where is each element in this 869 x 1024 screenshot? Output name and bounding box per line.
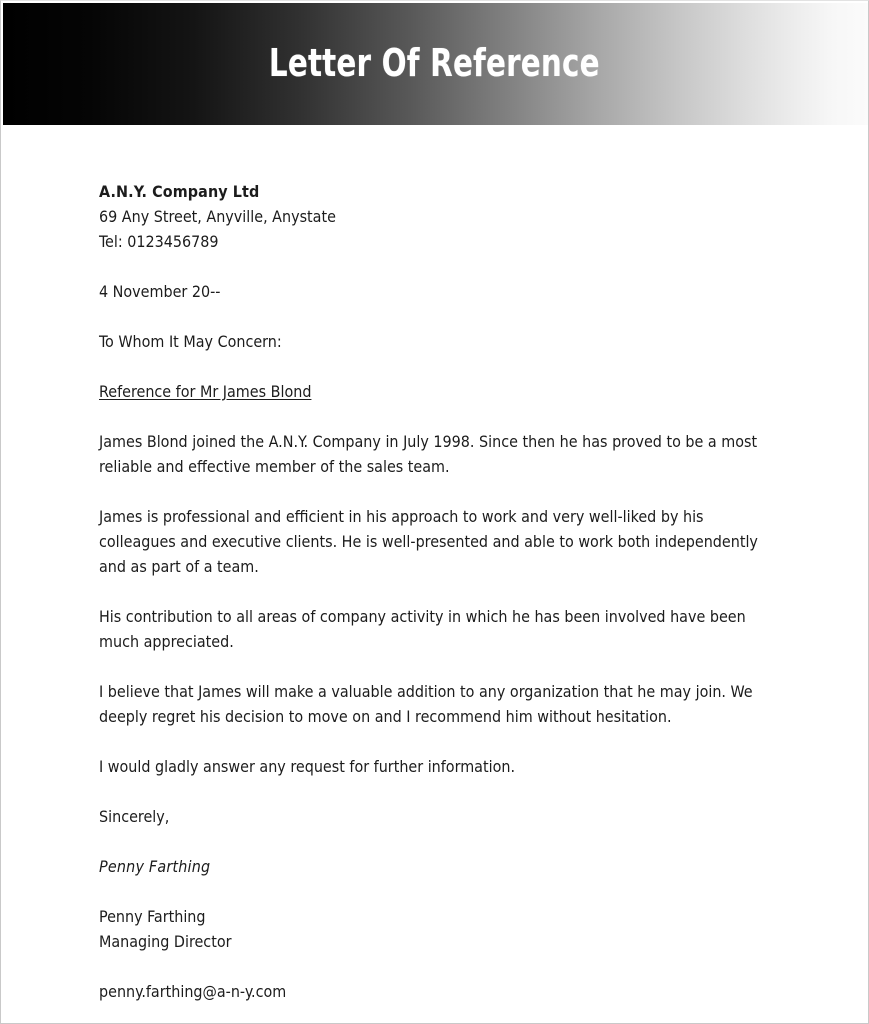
page-title: Letter Of Reference bbox=[269, 41, 600, 85]
letter-closing: Sincerely, bbox=[99, 807, 170, 826]
letter-paragraph-2: James is professional and efficient in his approach to work and very well-liked by his colleagues and executive clients. He is well-presented and able to work both independently and as part of a team. bbox=[99, 507, 758, 576]
letter-subject: Reference for Mr James Blond bbox=[99, 382, 312, 401]
document-header-banner bbox=[3, 3, 868, 125]
sender-company-name: A.N.Y. Company Ltd bbox=[99, 182, 260, 201]
letter-paragraph-3: His contribution to all areas of company activity in which he has been involved have been much appreciated. bbox=[99, 607, 746, 651]
handwritten-signature: Penny Farthing bbox=[99, 857, 211, 876]
sender-street-address: 69 Any Street, Anyville, Anystate bbox=[99, 207, 336, 226]
letter-paragraph-5: I would gladly answer any request for further information. bbox=[99, 757, 516, 776]
sender-address-block bbox=[99, 179, 765, 254]
sender-telephone: Tel: 0123456789 bbox=[99, 232, 219, 251]
signer-job-title: Managing Director bbox=[99, 932, 232, 951]
letter-salutation: To Whom It May Concern: bbox=[99, 332, 282, 351]
signer-email: penny.farthing@a-n-y.com bbox=[99, 982, 287, 1001]
letter-paragraph-4: I believe that James will make a valuable addition to any organization that he may join. We deeply regret his decision to move on and I recommend him without hesitation. bbox=[99, 682, 753, 726]
signer-name: Penny Farthing bbox=[99, 907, 206, 926]
letter-date: 4 November 20-- bbox=[99, 282, 221, 301]
letter-paragraph-1: James Blond joined the A.N.Y. Company in July 1998. Since then he has proved to be a most reliable and effective member of the sales team. bbox=[99, 432, 758, 476]
signer-block bbox=[99, 904, 765, 954]
letter-content bbox=[99, 179, 765, 1004]
